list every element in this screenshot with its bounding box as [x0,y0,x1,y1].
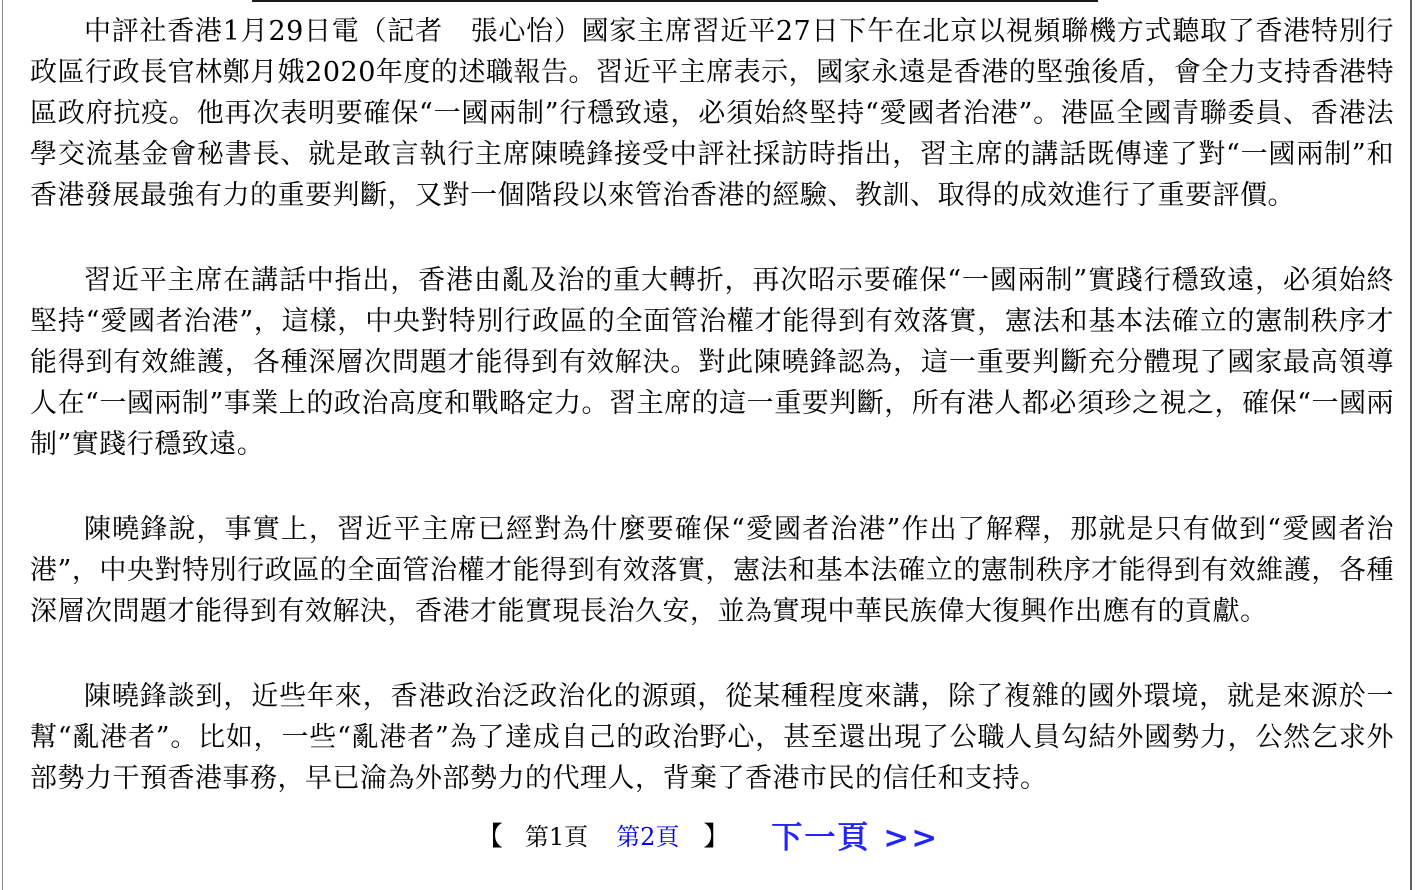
cutoff-text-remnant [252,0,1098,2]
article-paragraph: 陳曉鋒談到，近些年來，香港政治泛政治化的源頭，從某種程度來講，除了複雜的國外環境，就是來源於一幫“亂港者”。比如，一些“亂港者”為了達成自己的政治野心，甚至還出現了公職人員勾結外國勢力，公然乞求外部勢力干預香港事務，早已淪為外部勢力的代理人，背棄了香港市民的信任和支持。 [30,681,1394,794]
article-body [30,11,1394,843]
bracket-open: 【 [476,822,503,852]
article-paragraph: 中評社香港1月29日電（記者 張心怡）國家主席習近平27日下午在北京以視頻聯機方式聽取了香港特別行政區行政長官林鄭月娥2020年度的述職報告。習近平主席表示，國家永遠是香港的堅強後盾，會全力支持香港特區政府抗疫。他再次表明要確保“一國兩制”行穩致遠，必須始終堅持“愛國者治港”。港區全國青聯委員、香港法學交流基金會秘書長、就是敢言執行主席陳曉鋒接受中評社採訪時指出，習主席的講話既傳達了對“一國兩制”和香港發展最強有力的重要判斷，又對一個階段以來管治香港的經驗、教訓、取得的成效進行了重要評價。 [30,16,1394,211]
left-border-line [2,0,3,890]
article-paragraph: 習近平主席在講話中指出，香港由亂及治的重大轉折，再次昭示要確保“一國兩制”實踐行穩致遠，必須始終堅持“愛國者治港”，這樣，中央對特別行政區的全面管治權才能得到有效落實，憲法和基本法確立的憲制秩序才能得到有效維護，各種深層次問題才能得到有效解決。對此陳曉鋒認為，這一重要判斷充分體現了國家最高領導人在“一國兩制”事業上的政治高度和戰略定力。習主席的這一重要判斷，所有港人都必須珍之視之，確保“一國兩制”實踐行穩致遠。 [30,265,1394,460]
next-page-link[interactable]: 下一頁 >> [771,820,940,856]
pagination-bar [0,812,1416,857]
bracket-close: 】 [703,822,730,852]
article-paragraph: 陳曉鋒說，事實上，習近平主席已經對為什麼要確保“愛國者治港”作出了解釋，那就是只有做到“愛國者治港”，中央對特別行政區的全面管治權才能得到有效落實，憲法和基本法確立的憲制秩序才能得到有效維護，各種深層次問題才能得到有效解決，香港才能實現長治久安，並為實現中華民族偉大復興作出應有的貢獻。 [30,514,1394,627]
page-2-link[interactable]: 第2頁 [616,823,680,851]
page-1-current: 第1頁 [524,823,589,851]
right-border-line [1410,0,1412,890]
